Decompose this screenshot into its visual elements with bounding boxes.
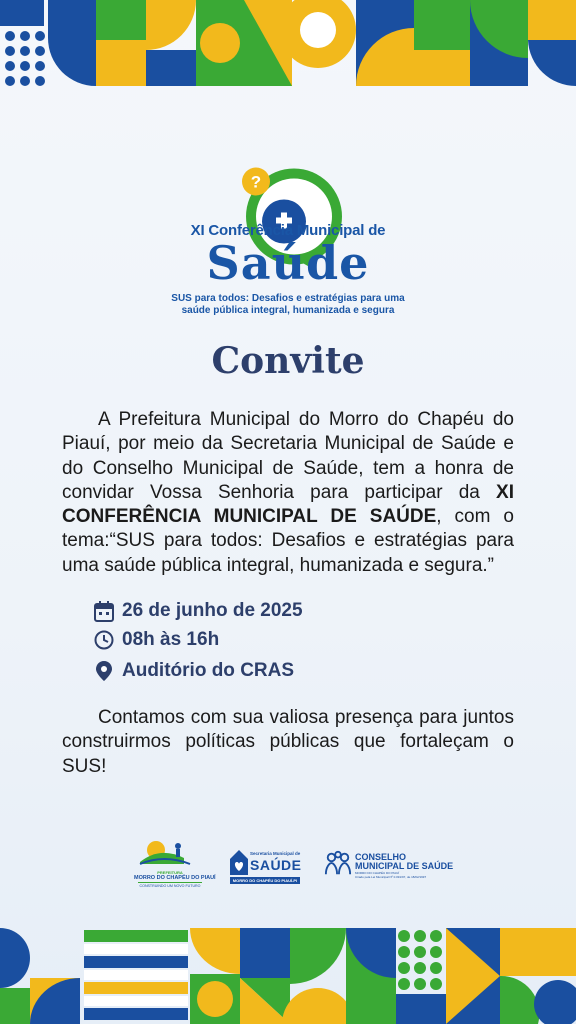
conselho-logo — [324, 848, 454, 884]
bottom-geometric-band — [0, 928, 576, 1024]
invitation-title: Convite — [211, 340, 365, 382]
logo-subtitle-line1: SUS para todos: Desafios e estratégias para uma — [171, 293, 405, 304]
intro-text-after: , com o tema:“SUS para todos: Desafios e estratégias para uma saúde pública integral, humanizada e segura.” — [62, 506, 514, 576]
logo-subtitle-line2: saúde pública integral, humanizada e segura — [181, 305, 395, 316]
people-group-icon — [324, 850, 352, 878]
conselho-line1: CONSELHO — [355, 852, 407, 862]
prefeitura-name: MORRO DO CHAPÉU DO PIAUÍ — [134, 875, 216, 881]
event-place — [94, 658, 294, 684]
secretaria-bottom: MORRO DO CHAPÉU DO PIAUÍ-PI — [230, 877, 300, 884]
intro-paragraph — [62, 408, 514, 578]
event-date-text: 26 de junho de 2025 — [122, 600, 303, 621]
closing-text: Contamos com sua valiosa presença para juntos construirmos políticas públicas que fortaleçam o SUS! — [62, 707, 514, 777]
logo-saude-word: Saúde — [206, 236, 370, 290]
prefeitura-slogan: CONSTRUINDO UM NOVO FUTURO — [139, 884, 201, 888]
location-pin-icon — [94, 660, 114, 682]
conselho-line2: MUNICIPAL DE SAÚDE — [355, 861, 454, 871]
calendar-icon — [94, 600, 114, 622]
top-geometric-band — [0, 0, 576, 86]
intro-conference-name: XI CONFERÊNCIA MUNICIPAL DE SAÚDE — [62, 481, 514, 528]
intro-text-before: A Prefeitura Municipal do Morro do Chapéu do Piauí, por meio da Secretaria Municipal de Saúde e do Conselho Municipal de Saúde, tem a honra de convidar Vossa Senhoria para participar da — [62, 409, 514, 503]
conselho-small1: MORRO DO CHAPÉU DO PIAUÍ — [355, 871, 400, 875]
secretaria-big: SAÚDE — [250, 857, 302, 873]
clock-icon — [94, 629, 114, 651]
logo-conference-line: XI Conferência Municipal de — [190, 222, 386, 239]
closing-paragraph — [62, 706, 514, 779]
house-heart-icon — [228, 847, 250, 877]
event-place-text: Auditório do CRAS — [122, 660, 295, 681]
event-time — [94, 627, 219, 653]
secretaria-top: Secretaria Municipal de — [250, 851, 301, 856]
conselho-small2: Criado pela Lei Municipal Nº 0.091/97, de 18/02/1997 — [355, 875, 427, 879]
svg-text:?: ? — [250, 172, 262, 192]
event-date — [94, 598, 303, 624]
prefeitura-emblem-icon — [134, 836, 206, 870]
secretaria-logo — [228, 845, 300, 885]
event-time-text: 08h às 16h — [122, 629, 220, 650]
prefeitura-small: PREFEITURA — [157, 870, 183, 875]
prefeitura-logo — [134, 836, 216, 888]
